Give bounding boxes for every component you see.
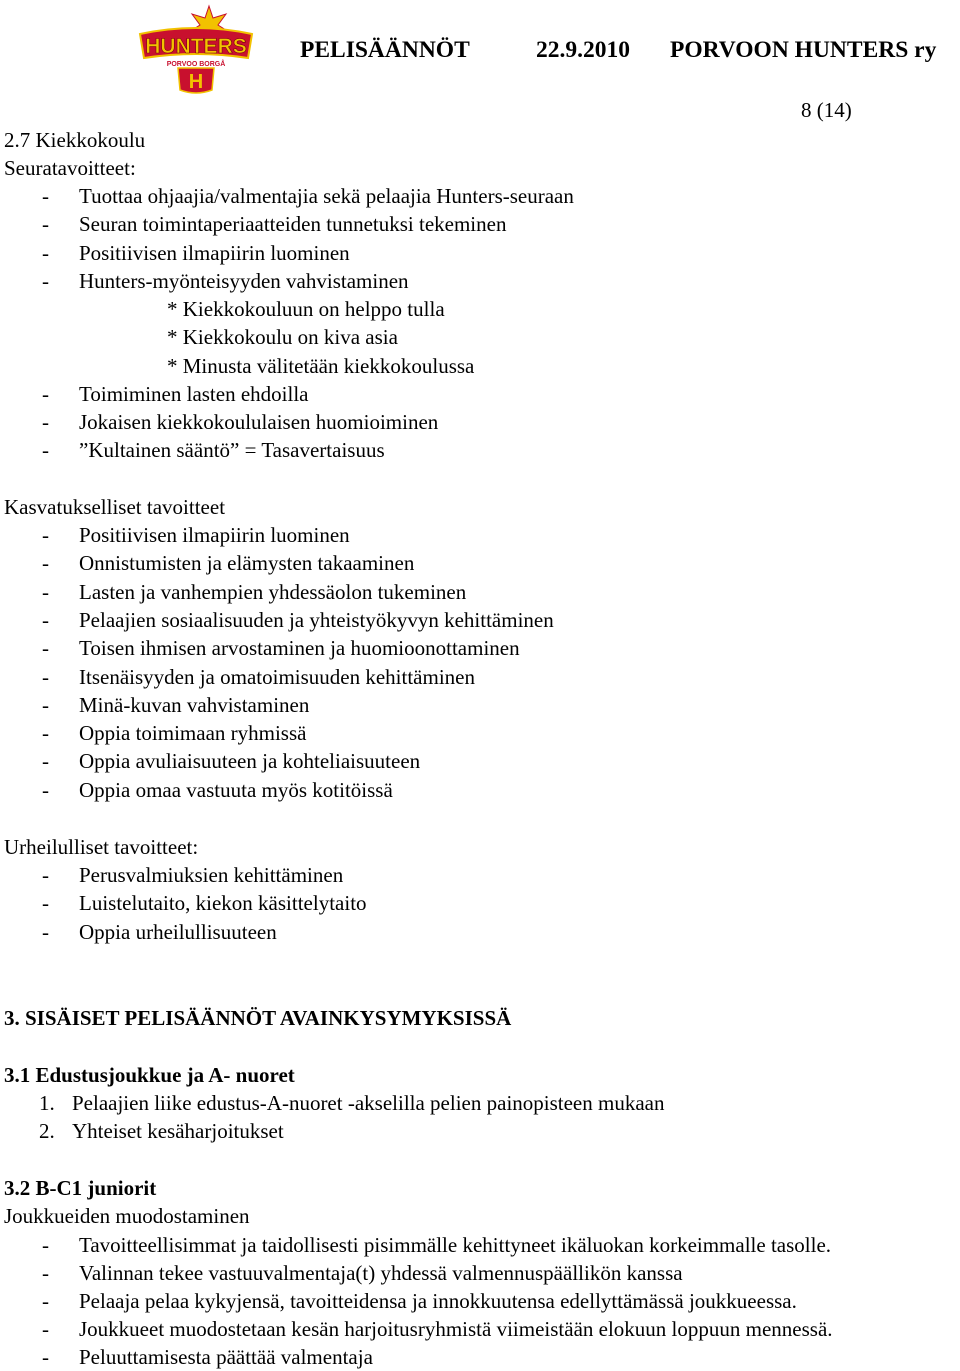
section-heading: 3.1 Edustusjoukkue ja A- nuoret (4, 1063, 295, 1087)
page-number: 8 (14) (801, 98, 852, 122)
subheading: Urheilulliset tavoitteet: (4, 835, 199, 859)
subheading: Joukkueiden muodostaminen (4, 1204, 250, 1228)
section-heading: 3. SISÄISET PELISÄÄNNÖT AVAINKYSYMYKSISSÄ (4, 1006, 512, 1030)
logo-text: HUNTERS (145, 35, 247, 58)
section-heading: 2.7 Kiekkokoulu (4, 128, 146, 152)
header-org: PORVOON HUNTERS ry (670, 37, 937, 63)
hunters-logo (134, 4, 258, 96)
header-title: PELISÄÄNNÖT (300, 37, 470, 63)
logo-letter: H (188, 71, 204, 93)
subheading: Kasvatukselliset tavoitteet (4, 495, 226, 519)
subheading: Seuratavoitteet: (4, 156, 136, 180)
logo-subtext: PORVOO BORGÅ (166, 61, 226, 68)
header-date: 22.9.2010 (536, 37, 630, 63)
section-heading: 3.2 B-C1 juniorit (4, 1176, 157, 1200)
